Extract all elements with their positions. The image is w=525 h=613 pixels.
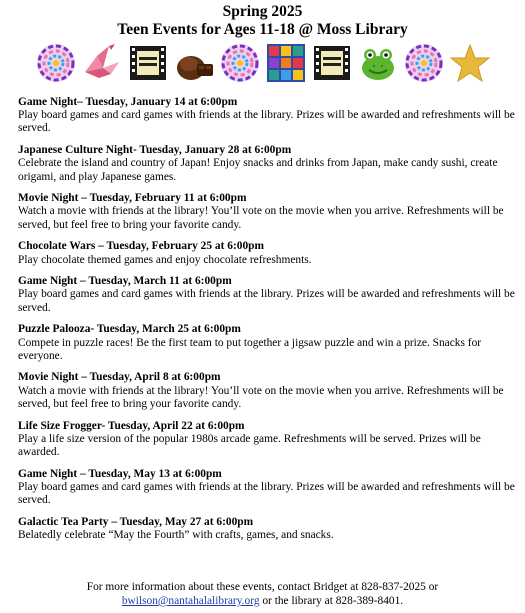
event-description: Watch a movie with friends at the library! You’ll vote on the movie when you arrive. Refreshments will be served, but feel free to bring your favorite candy. <box>18 205 504 231</box>
decorative-icon-row <box>0 41 525 85</box>
film-the-end-icon <box>127 42 169 84</box>
event-description: Belatedly celebrate “May the Fourth” with crafts, games, and snacks. <box>18 528 334 541</box>
frog-icon <box>357 42 399 84</box>
event-description: Celebrate the island and country of Japan! Enjoy snacks and drinks from Japan, make candy sushi, create origami, and play Japanese games. <box>18 157 498 183</box>
email-link[interactable]: bwilson@nantahalalibrary.org <box>121 595 260 607</box>
event-description: Watch a movie with friends at the library! You’ll vote on the movie when you arrive. Refreshments will be served, but feel free to bring your favorite candy. <box>18 384 504 410</box>
event-title: Game Night – Tuesday, May 13 at 6:00pm <box>18 467 222 480</box>
event-item <box>18 371 518 411</box>
event-item <box>18 468 518 508</box>
event-title: Galactic Tea Party – Tuesday, May 27 at 6:00pm <box>18 515 254 528</box>
page-title: Teen Events for Ages 11-18 @ Moss Library <box>117 21 408 38</box>
contact-line-2 <box>0 594 525 608</box>
swirl-candy-icon <box>219 42 261 84</box>
star-icon <box>449 42 491 84</box>
event-description: Compete in puzzle races! Be the first team to put together a jigsaw puzzle and win a prize. Snacks for everyone. <box>18 336 482 362</box>
event-title: Japanese Culture Night- Tuesday, January 28 at 6:00pm <box>18 144 292 157</box>
event-description: Play board games and card games with friends at the library. Prizes will be awarded and refreshments will be served. <box>18 480 515 507</box>
event-item <box>18 240 518 266</box>
event-description: Play board games and card games with friends at the library. Prizes will be awarded and refreshments will be served. <box>18 288 515 314</box>
swirl-candy-icon <box>35 42 77 84</box>
event-title: Movie Night – Tuesday, February 11 at 6:00pm <box>18 192 247 205</box>
swirl-candy-icon <box>403 42 445 84</box>
event-title: Game Night– Tuesday, January 14 at 6:00pm <box>18 96 238 108</box>
event-item <box>18 516 518 542</box>
event-description: Play chocolate themed games and enjoy chocolate refreshments. <box>18 253 312 266</box>
event-title: Puzzle Palooza- Tuesday, March 25 at 6:00pm <box>18 323 241 336</box>
event-item <box>18 323 518 363</box>
event-item <box>18 192 518 232</box>
event-description: Play a life size version of the popular 1980s arcade game. Refreshments will be served. Prizes will be awarded. <box>18 432 481 458</box>
contact-line: For more information about these events, contact Bridget at 828-837-2025 or <box>86 581 439 593</box>
chocolate-icon <box>173 42 215 84</box>
event-item <box>18 96 518 136</box>
event-title: Life Size Frogger- Tuesday, April 22 at 6:00pm <box>18 419 245 432</box>
contact-phone-text: or the library at 828-389-8401. <box>259 595 404 607</box>
event-title: Game Night – Tuesday, March 11 at 6:00pm <box>18 275 232 288</box>
event-description: Play board games and card games with friends at the library. Prizes will be awarded and refreshments will be served. <box>18 109 515 135</box>
puzzle-icon <box>265 42 307 84</box>
event-item <box>18 144 518 184</box>
event-title: Movie Night – Tuesday, April 8 at 6:00pm <box>18 371 221 384</box>
event-list <box>18 96 518 551</box>
season-title: Spring 2025 <box>222 3 303 20</box>
event-item <box>18 420 518 460</box>
event-item <box>18 275 518 315</box>
event-title: Chocolate Wars – Tuesday, February 25 at 6:00pm <box>18 240 264 253</box>
contact-footer <box>0 580 525 608</box>
origami-crane-icon <box>81 42 123 84</box>
film-the-end-icon <box>311 42 353 84</box>
